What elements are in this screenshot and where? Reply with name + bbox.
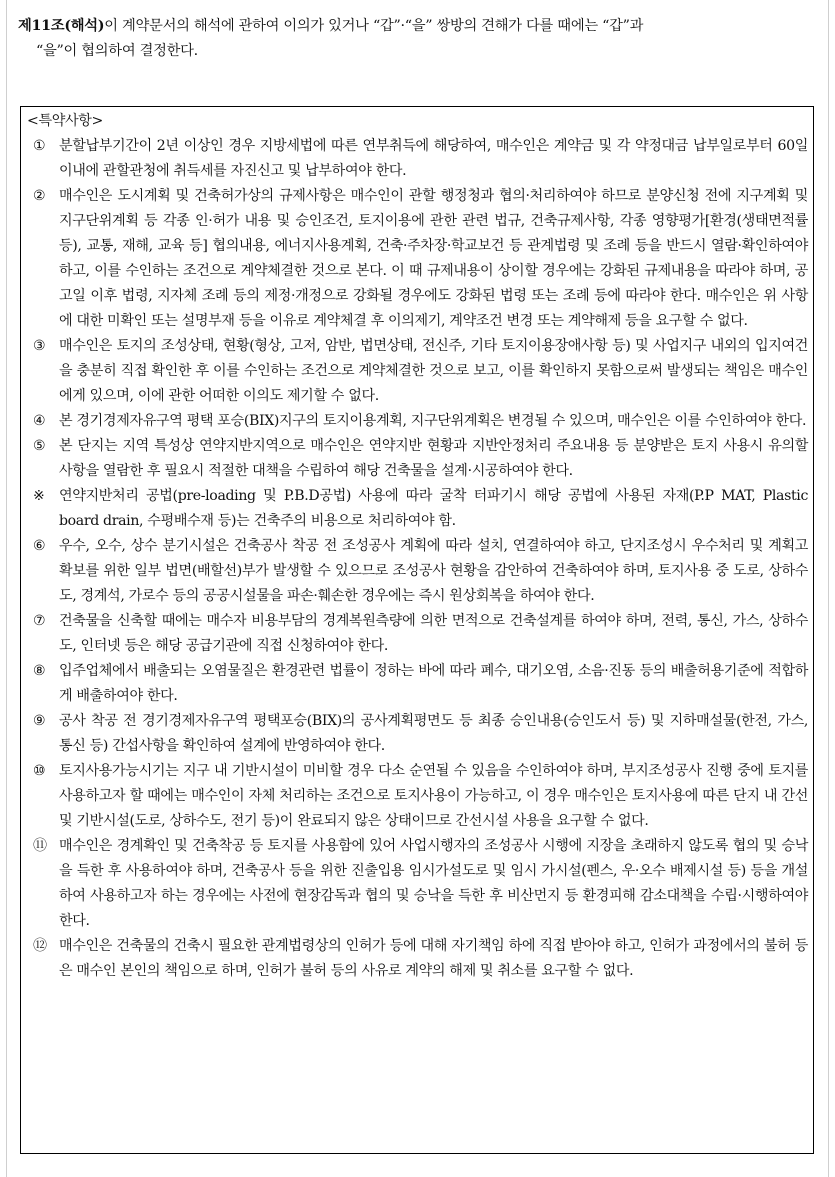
clause-12 <box>29 934 808 984</box>
article-heading: 제11조(해석) <box>18 18 105 34</box>
clause-text: 공사 착공 전 경기경제자유구역 평택포승(BIX)의 공사계획평면도 등 최종 승인내용(승인도서 등) 및 지하매설물(한전, 가스, 통신 등) 간섭사항을 확인하여 설계에 반영하여야 한다. <box>59 713 808 754</box>
note-mark: ※ <box>33 488 45 504</box>
clause-number: ① <box>33 138 46 154</box>
clause-text: 입주업체에서 배출되는 오염물질은 환경관련 법률이 정하는 바에 따라 폐수, 대기오염, 소음·진동 등의 배출허용기준에 적합하게 배출하여야 한다. <box>59 663 808 704</box>
note-text: 연약지반처리 공법(pre-loading 및 P.B.D공법) 사용에 따라 굴착 터파기시 해당 공법에 사용된 자재(P.P MAT, Plastic board drain, 수평배수재 등)는 건축주의 비용으로 처리하여야 함. <box>59 488 808 529</box>
clause-number: ⑥ <box>33 538 46 554</box>
clause-text: 매수인은 건축물의 건축시 필요한 관계법령상의 인허가 등에 대해 자기책임 하에 직접 받아야 하고, 인허가 과정에서의 불허 등은 매수인 본인의 책임으로 하며, 인허가 불허 등의 사유로 계약의 해제 및 취소를 요구할 수 없다. <box>59 938 808 979</box>
page-edge-right <box>828 0 829 1177</box>
clause-text: 매수인은 경계확인 및 건축착공 등 토지를 사용함에 있어 사업시행자의 조성공사 시행에 지장을 초래하지 않도록 협의 및 승낙을 득한 후 사용하여야 하며, 건축공사 등을 위한 진출입용 임시가설도로 및 임시 가시설(펜스, 우·오수 배제시설 등) 등을 개설하여 사용하고자 하는 경우에는 사전에 현장감독과 협의 및 승낙을 득한 후 비산먼지 등 환경피해 감소대책을 수립·시행하여야 한다. <box>59 838 808 929</box>
clause-9 <box>29 709 808 759</box>
clause-5 <box>29 434 808 484</box>
clause-number: ⑨ <box>33 713 46 729</box>
clause-2 <box>29 184 808 334</box>
article-line-1 <box>18 14 818 39</box>
clause-text: 분할납부기간이 2년 이상인 경우 지방세법에 따른 연부취득에 해당하여, 매수인은 계약금 및 각 약정대금 납부일로부터 60일 이내에 관할관청에 취득세를 자진신고 및 납부하여야 한다. <box>59 138 808 179</box>
clause-text: 본 경기경제자유구역 평택 포승(BIX)지구의 토지이용계획, 지구단위계획은 변경될 수 있으며, 매수인은 이를 수인하여야 한다. <box>59 413 807 429</box>
clause-4 <box>29 409 808 434</box>
article-text-1: 이 계약문서의 해석에 관하여 이의가 있거나 “갑”·“을” 쌍방의 견해가 다를 때에는 “갑”과 <box>104 18 644 34</box>
clause-number: ③ <box>33 338 46 354</box>
special-terms-box <box>20 106 814 1154</box>
clause-text: 토지사용가능시기는 지구 내 기반시설이 미비할 경우 다소 순연될 수 있음을 수인하여야 하며, 부지조성공사 진행 중에 토지를 사용하고자 할 때에는 매수인이 자체 처리하는 조건으로 토지사용이 가능하고, 이 경우 매수인은 토지사용에 따른 단지 내 간선 및 기반시설(도로, 상하수도, 전기 등)이 완료되지 않은 상태이므로 간선시설 사용을 요구할 수 없다. <box>59 763 808 829</box>
article-line-2: “을”이 협의하여 결정한다. <box>36 43 198 59</box>
clause-text: 우수, 오수, 상수 분기시설은 건축공사 착공 전 조성공사 계획에 따라 설치, 연결하여야 하고, 단지조성시 우수처리 및 계획고 확보를 위한 일부 법면(배할선)부가 발생할 수 있으므로 조성공사 현황을 감안하여 건축하여야 하며, 토지사용 중 도로, 상하수도, 경계석, 가로수 등의 공공시설물을 파손·훼손한 경우에는 즉시 원상회복을 하여야 한다. <box>59 538 808 604</box>
clause-7 <box>29 609 808 659</box>
clause-number: ⑦ <box>33 613 46 629</box>
clause-number: ⑫ <box>33 938 47 954</box>
clause-text: 본 단지는 지역 특성상 연약지반지역으로 매수인은 연약지반 현황과 지반안정처리 주요내용 등 분양받은 토지 사용시 유의할 사항을 열람한 후 필요시 적절한 대책을 수립하여 해당 건축물을 설계·시공하여야 한다. <box>59 438 808 479</box>
clause-text: 매수인은 도시계획 및 건축허가상의 규제사항은 매수인이 관할 행정청과 협의·처리하여야 하므로 분양신청 전에 지구계획 및 지구단위계획 등 각종 인·허가 내용 및 승인조건, 토지이용에 관한 관련 법규, 건축규제사항, 각종 영향평가[환경(생태면적률 등), 교통, 재해, 교육 등] 협의내용, 에너지사용계획, 건축·주차장·학교보건 등 관계법령 및 조례 등을 반드시 열람·확인하여야 하고, 이를 수인하는 조건으로 계약체결한 것으로 본다. 이 때 규제내용이 상이할 경우에는 강화된 규제내용을 따라야 하며, 공고일 이후 법령, 지자체 조례 등의 제정·개정으로 강화될 경우에도 강화된 법령 또는 조례 등에 따라야 한다. 매수인은 위 사항에 대한 미확인 또는 설명부재 등을 이유로 계약체결 후 이의제기, 계약조건 변경 또는 계약해제 등을 요구할 수 없다. <box>59 188 808 329</box>
clause-3 <box>29 334 808 409</box>
clause-number: ⑪ <box>33 838 47 854</box>
clause-text: 매수인은 토지의 조성상태, 현황(형상, 고저, 암반, 법면상태, 전신주, 기타 토지이용장애사항 등) 및 사업지구 내외의 입지여건을 충분히 직접 확인한 후 이를 수인하는 조건으로 계약체결한 것으로 보고, 이를 확인하지 못함으로써 발생되는 책임은 매수인에게 있으며, 이에 관한 어떠한 이의도 제기할 수 없다. <box>59 338 808 404</box>
clause-11 <box>29 834 808 934</box>
clause-1 <box>29 134 808 184</box>
clause-text: 건축물을 신축할 때에는 매수자 비용부담의 경계복원측량에 의한 면적으로 건축설계를 하여야 하며, 전력, 통신, 가스, 상하수도, 인터넷 등은 해당 공급기관에 직접 신청하여야 한다. <box>59 613 808 654</box>
note-soft-ground <box>29 484 808 534</box>
clause-number: ② <box>33 188 46 204</box>
clause-8 <box>29 659 808 709</box>
clause-10 <box>29 759 808 834</box>
clause-6 <box>29 534 808 609</box>
clause-number: ⑩ <box>33 763 46 779</box>
clause-number: ④ <box>33 413 46 429</box>
special-terms-title: <특약사항> <box>27 113 103 129</box>
page-edge-left <box>6 0 7 1177</box>
article-11 <box>18 14 818 64</box>
clause-number: ⑧ <box>33 663 46 679</box>
clause-number: ⑤ <box>33 438 46 454</box>
